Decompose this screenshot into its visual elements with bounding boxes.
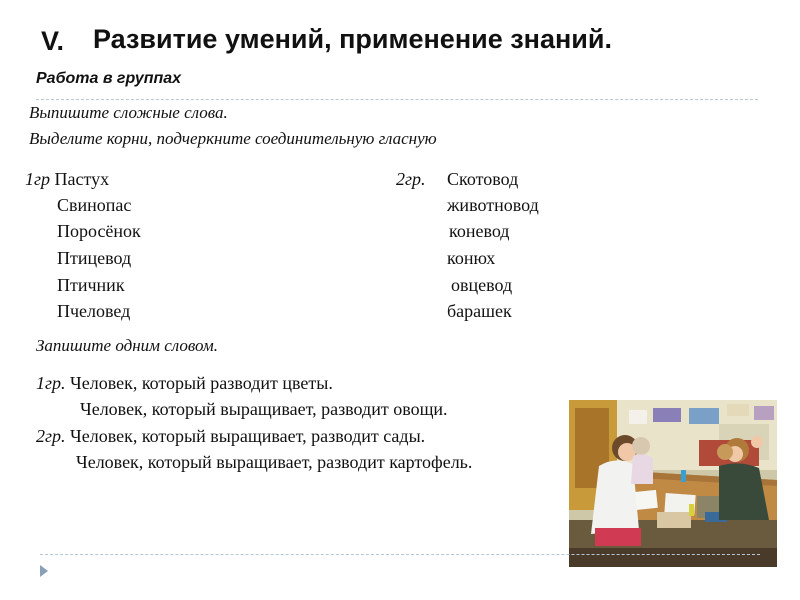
bottom-divider [40,554,760,555]
group2-word: барашек [447,301,512,321]
top-divider [36,99,758,100]
group1-label: 1гр [25,169,51,189]
group2-word: конюх [447,248,496,268]
group2-label: 2гр. [396,169,426,189]
slide-title: Развитие умений, применение знаний. [93,24,612,54]
task-instruction-3: Запишите одним словом. [36,336,219,355]
group2-word: Скотовод [447,169,519,189]
group1-first-row [25,169,109,190]
classroom-photo-illustration [569,400,777,567]
task-instruction-1: Выпишите сложные слова. [29,103,228,122]
task-instruction-2: Выделите корни, подчеркните соединительную гласную [29,129,437,148]
definition-text: Человек, который разводит цветы. [65,373,333,393]
slide-subtitle: Работа в группах [36,70,182,87]
definition-line [36,373,333,394]
group1-word: Пчеловед [57,301,131,321]
definition-text: Человек, который выращивает, разводит сады. [65,426,426,446]
group1-word: Поросёнок [57,221,141,241]
definition-line [36,426,425,447]
definition-group-label: 1гр. [36,373,66,393]
definition-text: Человек, который выращивает, разводит картофель. [76,452,473,472]
definition-text: Человек, который выращивает, разводит овощи. [80,399,448,419]
group2-word: коневод [449,221,510,241]
group2-word: овцевод [451,275,513,295]
definition-group-label: 2гр. [36,426,66,446]
section-number: V. [41,26,65,56]
group2-word: животновод [447,195,539,215]
classroom-photo [569,400,777,567]
group1-word: Птицевод [57,248,132,268]
slide-nav-arrow-icon[interactable] [40,565,48,577]
group1-word: Птичник [57,275,125,295]
group1-word: Свинопас [57,195,132,215]
group1-word: Пастух [54,169,110,189]
